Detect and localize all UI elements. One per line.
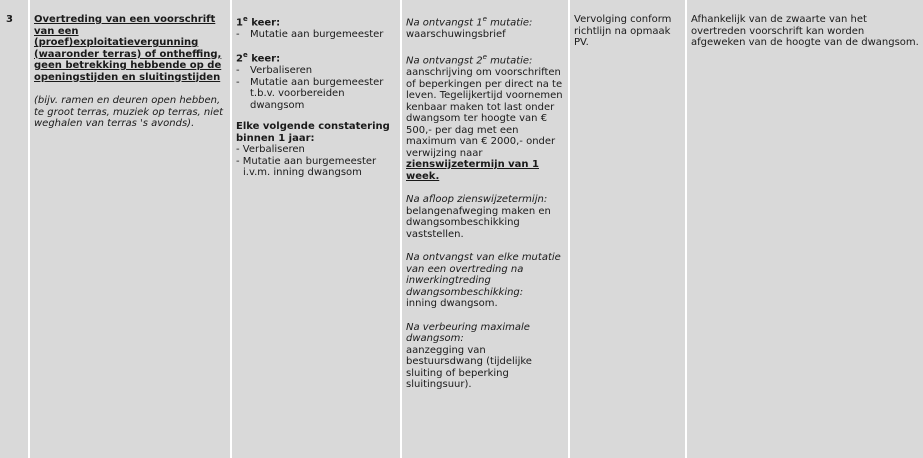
offense-cell bbox=[30, 0, 230, 458]
row-number: 3 bbox=[0, 0, 28, 458]
list-item: - Verbaliseren bbox=[236, 65, 313, 77]
list-item: t.b.v. voorbereiden bbox=[250, 88, 345, 100]
list-item: - Mutatie aan burgemeester bbox=[236, 28, 384, 40]
list-item: - Verbaliseren bbox=[236, 144, 305, 156]
follow-up-cell bbox=[570, 0, 685, 458]
procedure-step-text: aanschrijving om voorschriften of beperkingen per direct na te leven. Tegelijkertijd voornemen kenbaar maken tot last onder dwangsom ter hoogte van € 500,- per dag met een maximum van € 2000,- onder verwijzing naar zienswijzetermijn van 1 week. bbox=[406, 67, 563, 182]
remarks-text: Afhankelijk van de zwaarte van het overtreden voorschrift kan worden afgeweken van de hoogte van de dwangsom. bbox=[691, 14, 919, 48]
procedure-step-text: aanzegging van bestuursdwang (tijdelijke sluiting of beperking sluitingsuur). bbox=[406, 344, 532, 391]
procedure-step-heading: Na ontvangst van elke mutatie van een overtreding na inwerkingtreding dwangsombeschikking: bbox=[406, 252, 561, 298]
procedure-step-text: waarschuwingsbrief bbox=[406, 28, 506, 40]
follow-up-text: Vervolging conform richtlijn na opmaak PV. bbox=[574, 14, 672, 48]
procedure-step-heading: Na ontvangst 1e mutatie: bbox=[406, 15, 533, 29]
procedure-step-heading: Na ontvangst 2e mutatie: bbox=[406, 53, 533, 67]
procedure-step-heading: Na verbeuring maximale dwangsom: bbox=[406, 321, 530, 345]
list-item: dwangsom bbox=[250, 99, 305, 111]
remarks-cell bbox=[687, 0, 923, 458]
list-item: i.v.m. inning dwangsom bbox=[243, 167, 362, 179]
procedure-step-heading: Na afloop zienswijzetermijn: bbox=[406, 194, 548, 206]
second-time-heading: 2e keer: bbox=[236, 51, 281, 65]
offense-title: Overtreding van een voorschrift van een (proef)exploitatievergunning (waaronder terras) of ontheffing, geen betrekking hebbende op de openingstijden en sluitingstijden bbox=[34, 14, 222, 83]
procedure-step-text: inning dwangsom. bbox=[406, 298, 498, 310]
actions-cell bbox=[232, 0, 400, 458]
repeat-heading: Elke volgende constatering binnen 1 jaar: bbox=[236, 121, 390, 144]
list-item: - Mutatie aan burgemeester bbox=[236, 76, 384, 88]
procedure-cell bbox=[402, 0, 568, 458]
offense-example: (bijv. ramen en deuren open hebben, te groot terras, muziek op terras, niet weghalen van terras 's avonds). bbox=[34, 95, 224, 129]
first-time-heading: 1e keer: bbox=[236, 15, 281, 29]
procedure-step-text: belangenafweging maken en dwangsombeschikking vaststellen. bbox=[406, 205, 551, 240]
list-item: - Mutatie aan burgemeester bbox=[236, 155, 377, 167]
